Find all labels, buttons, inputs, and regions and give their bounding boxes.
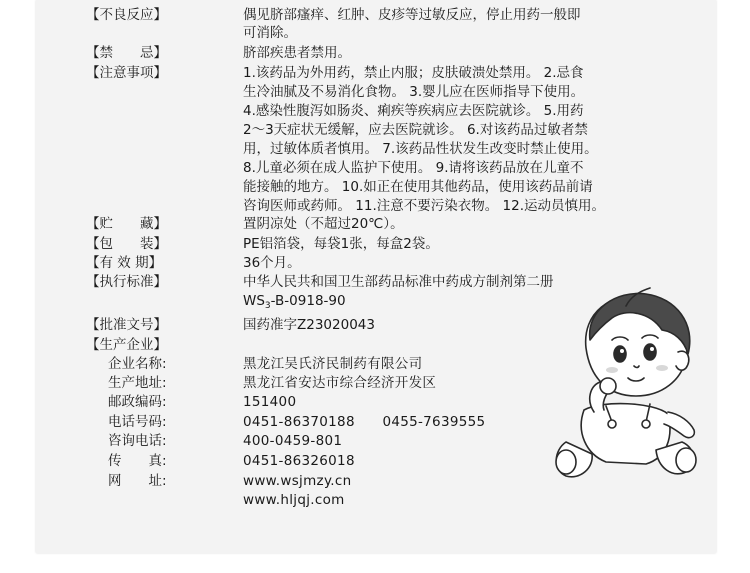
company-name-value: 黑龙江吴氏济民制药有限公司: [243, 356, 423, 372]
section-approval-label: 【批准文号】: [86, 317, 167, 333]
section-adverse-line: 偶见脐部瘙痒、红肿、皮疹等过敏反应，停止用药一般即: [243, 7, 581, 23]
fax-label: 传 真:: [108, 453, 167, 469]
section-precautions-line: 生冷油腻及不易消化食物。 3.婴儿应在医师指导下使用。: [243, 84, 585, 100]
section-standard-label: 【执行标准】: [86, 274, 167, 290]
section-precautions-line: 咨询医师或药师。 11.注意不要污染衣物。 12.运动员慎用。: [243, 198, 606, 214]
company-name-label: 企业名称:: [108, 356, 167, 372]
section-storage-label: 【贮 藏】: [86, 216, 167, 232]
section-standard-line: 中华人民共和国卫生部药品标准中药成方制剂第二册: [243, 274, 554, 290]
section-adverse-line: 可消除。: [243, 25, 297, 41]
section-package-label: 【包 装】: [86, 236, 167, 252]
section-expiry-line: 36个月。: [243, 255, 301, 271]
section-precautions-line: 8.儿童必须在成人监护下使用。 9.请将该药品放在儿童不: [243, 160, 584, 176]
section-precautions-line: 1.该药品为外用药，禁止内服；皮肤破溃处禁用。 2.忌食: [243, 65, 584, 81]
section-manufacturer-label: 【生产企业】: [86, 337, 167, 353]
standard-code: $WS_3-B-0918-90$: [243, 293, 346, 311]
section-expiry-label: 【有 效 期】: [86, 255, 163, 271]
postcode-label: 邮政编码:: [108, 394, 167, 410]
company-address-value: 黑龙江省安达市综合经济开发区: [243, 375, 437, 391]
section-precautions-line: 4.感染性腹泻如肠炎、痢疾等疾病应去医院就诊。 5.用药: [243, 103, 584, 119]
section-storage-line: 置阴凉处（不超过20℃）。: [243, 216, 404, 232]
section-precautions-label: 【注意事项】: [86, 65, 167, 81]
phone-value: 0451-86370188 0455-7639555: [243, 414, 486, 430]
baby-illustration: [546, 282, 711, 487]
postcode-value: 151400: [243, 394, 297, 410]
leaflet-sheet: [36, 0, 716, 553]
hotline-label: 咨询电话:: [108, 433, 167, 449]
website-value: www.wsjmzy.cn: [243, 473, 352, 489]
website-label: 网 址:: [108, 473, 167, 489]
section-approval-line: 国药准字Z23020043: [243, 317, 375, 333]
section-package-line: PE铝箔袋，每袋1张，每盒2袋。: [243, 236, 439, 252]
section-precautions-line: 能接触的地方。 10.如正在使用其他药品，使用该药品前请: [243, 179, 593, 195]
section-precautions-line: 用，过敏体质者慎用。 7.该药品性状发生改变时禁止使用。: [243, 141, 598, 157]
phone-label: 电话号码:: [108, 414, 167, 430]
section-adverse-label: 【不良反应】: [86, 7, 167, 23]
section-precautions-line: 2～3天症状无缓解，应去医院就诊。 6.对该药品过敏者禁: [243, 122, 588, 138]
section-contraindication-label: 【禁 忌】: [86, 45, 167, 61]
company-address-label: 生产地址:: [108, 375, 167, 391]
fax-value: 0451-86326018: [243, 453, 355, 469]
hotline-value: 400-0459-801: [243, 433, 343, 449]
website-value-alt: www.hljqj.com: [243, 492, 345, 508]
section-contraindication-line: 脐部疾患者禁用。: [243, 45, 351, 61]
